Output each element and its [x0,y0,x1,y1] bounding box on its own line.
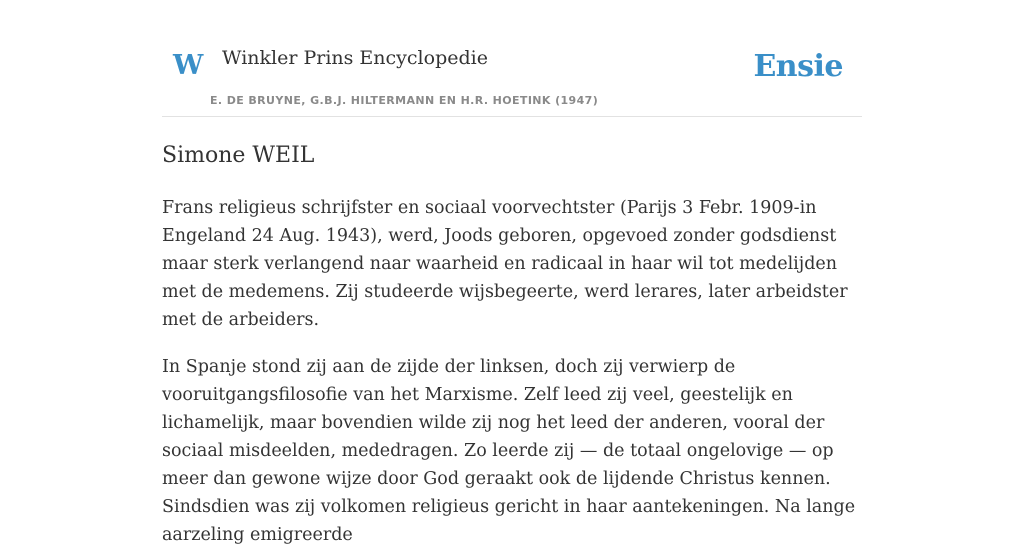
article-paragraph-2: In Spanje stond zij aan de zijde der linksen, doch zij verwierp de vooruitgangsfilosofie van het Marxisme. Zelf leed zij veel, geestelijk en lichamelijk, maar bovendien wilde zij nog het leed der anderen, vooral der sociaal misdeelden, mededragen. Zo leerde zij — de totaal ongelovige — op meer dan gewone wijze door God geraakt ook de lijdende Christus kennen. Sindsdien was zij volkomen religieus gericht in haar aantekeningen. Na lange aarzeling emigreerde [162,357,856,545]
article-title: Simone WEIL [162,143,315,168]
encyclopedia-header [162,0,862,117]
ensie-brand-logo[interactable]: Ensie [753,49,843,84]
winkler-prins-logo-icon[interactable]: W [173,50,204,81]
article-paragraph-1: Frans religieus schrijfster en sociaal voorvechtster (Parijs 3 Febr. 1909-in Engeland 24 Aug. 1943), werd, Joods geboren, opgevoed zonder godsdienst maar sterk verlangend naar waarheid en radicaal in haar wil tot medelijden met de medemens. Zij studeerde wijsbegeerte, werd lerares, later arbeidster met de arbeiders. [162,198,848,330]
page-container [162,0,862,549]
book-authors: E. DE BRUYNE, G.B.J. HILTERMANN EN H.R. HOETINK (1947) [210,94,599,107]
book-title[interactable]: Winkler Prins Encyclopedie [222,47,488,69]
